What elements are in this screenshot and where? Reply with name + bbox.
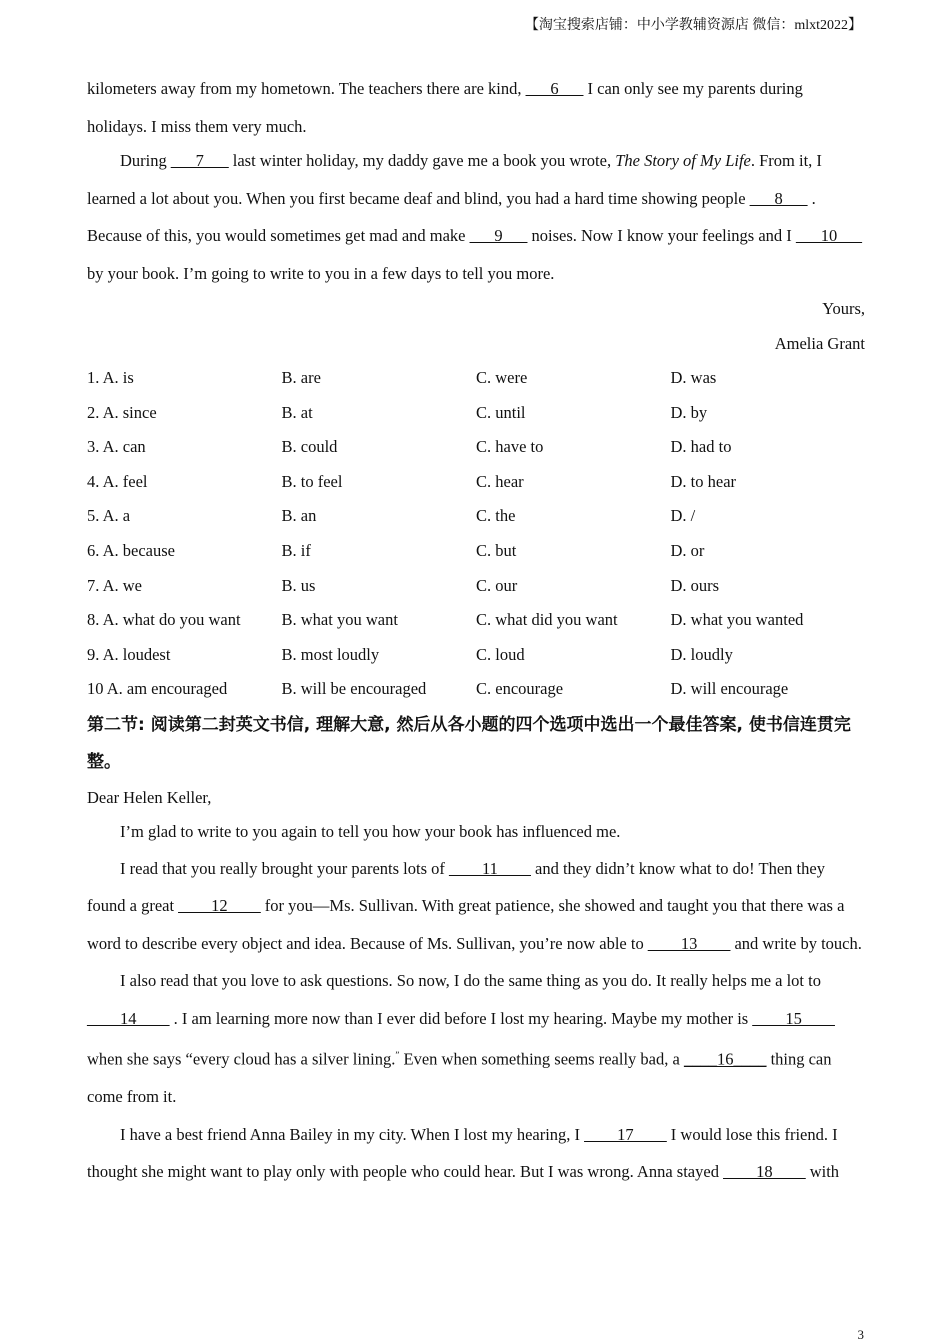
option-d: D. was (670, 368, 717, 387)
letter1-closing: Yours, (822, 299, 865, 318)
option-b: B. will be encouraged (281, 679, 427, 699)
header-watermark: 【淘宝搜索店铺：中小学教辅资源店 微信：mlxt2022】 (524, 18, 862, 33)
option-row (87, 396, 865, 431)
blank-11: ____11____ (449, 858, 531, 878)
section-2-title: 第二节: 阅读第二封英文书信, 理解大意, 然后从各小题的四个选项中选出一个最佳答案, 使书信连贯完整。 (87, 714, 851, 772)
option-row (87, 534, 865, 569)
blank-10: ___10___ (795, 226, 862, 245)
option-b: B. what you want (281, 610, 398, 630)
blank-18: ____18____ (723, 1162, 806, 1182)
option-c: C. but (476, 540, 517, 560)
blank-14: ____14____ (87, 1008, 170, 1028)
document-body (87, 70, 865, 1191)
text: kilometers away from my hometown. The teachers there are kind, (87, 79, 526, 98)
option-row (87, 465, 865, 500)
text: thing can come from it. (87, 1049, 832, 1107)
option-d: D. ours (670, 575, 720, 595)
option-d: D. to hear (670, 471, 737, 491)
option-b: B. us (281, 575, 316, 595)
blank-17: ____17____ (584, 1124, 667, 1144)
letter1-paragraph-1 (87, 70, 865, 145)
letter2-paragraph-3 (87, 962, 865, 1116)
page-number: 3 (857, 1327, 864, 1342)
blank-9: ___9___ (469, 226, 528, 245)
option-c: C. hear (476, 471, 524, 491)
blank-6: ___6___ (525, 79, 584, 98)
letter1-signature: Amelia Grant (774, 333, 865, 353)
text: for you—Ms. Sullivan. With great patience, she showed and taught you that there was a word to describe every object and idea. Because of Ms. Sullivan, you’re now able to (87, 896, 845, 953)
text: . From it, I learned a lot about you. When you first became deaf and blind, you had a hard time showing people (87, 151, 822, 208)
options-table (87, 361, 865, 707)
text: I also read that you love to ask questions. So now, I do the same thing as you do. It really helps me a lot to (120, 971, 821, 991)
option-d: D. will encourage (670, 679, 789, 699)
option-a: 7. A. we (87, 575, 142, 595)
option-row (87, 361, 865, 396)
option-d: D. what you wanted (670, 610, 804, 630)
option-b: B. are (281, 368, 321, 387)
text: by your book. I’m going to write to you in a few days to tell you more. (87, 263, 555, 283)
text: . I am learning more now than I ever did before I lost my hearing. Maybe my mother is (169, 1008, 753, 1028)
blank-13: ____13____ (647, 933, 731, 953)
text: noises. Now I know your feelings and I (527, 226, 796, 245)
blank-16: ____16____ (683, 1049, 767, 1069)
option-a: 5. A. a (87, 506, 131, 526)
text: Even when something seems really bad, a (399, 1049, 684, 1069)
superscript-mark: ” (395, 1050, 400, 1061)
letter1-paragraph-2 (87, 142, 865, 292)
option-row (87, 569, 865, 604)
option-d: D. loudly (670, 644, 733, 664)
option-a: 4. A. feel (87, 471, 148, 491)
letter2-paragraph-1: I’m glad to write to you again to tell you how your book has influenced me. (120, 822, 621, 842)
book-title: The Story of My Life (615, 151, 751, 170)
text: During (120, 151, 171, 170)
text: with (805, 1162, 840, 1182)
option-c: C. the (476, 506, 516, 526)
option-b: B. to feel (281, 471, 343, 491)
option-b: B. an (281, 506, 317, 526)
blank-7: ___7___ (170, 151, 229, 170)
option-a: 3. A. can (87, 437, 146, 457)
text: and write by touch. (730, 933, 862, 953)
text: when she says “every cloud has a silver lining. (87, 1049, 396, 1069)
option-b: B. most loudly (281, 644, 380, 664)
option-a: 1. A. is (87, 368, 134, 387)
option-row (87, 603, 865, 638)
option-row (87, 638, 865, 673)
blank-12: ____12____ (178, 896, 261, 916)
text: I have a best friend Anna Bailey in my city. When I lost my hearing, I (120, 1124, 585, 1144)
option-c: C. were (476, 368, 528, 387)
blank-8: ___8___ (749, 188, 808, 208)
option-d: D. by (670, 402, 708, 422)
text: I can only see my parents during holidays. I miss them very much. (87, 79, 803, 136)
option-c: C. what did you want (476, 610, 618, 630)
text: . Because of this, you would sometimes get mad and make (87, 188, 816, 245)
option-c: C. loud (476, 644, 525, 664)
blank-15: ____15____ (752, 1008, 835, 1028)
option-c: C. have to (476, 437, 544, 457)
option-c: C. until (476, 402, 526, 422)
option-row (87, 499, 865, 534)
option-a: 8. A. what do you want (87, 610, 241, 630)
text: I read that you really brought your parents lots of (120, 858, 449, 878)
option-row (87, 430, 865, 465)
letter2-paragraph-4 (87, 1116, 865, 1191)
text: and they didn’t know what to do! Then they found a great (87, 858, 825, 916)
option-b: B. at (281, 402, 313, 422)
option-a: 9. A. loudest (87, 644, 171, 664)
option-row (87, 672, 865, 707)
option-a: 6. A. because (87, 540, 175, 560)
option-d: D. had to (670, 437, 732, 457)
letter2-paragraph-2 (87, 850, 865, 963)
option-c: C. our (476, 575, 518, 595)
letter2-greeting: Dear Helen Keller, (87, 787, 212, 807)
option-c: C. encourage (476, 679, 564, 699)
option-a: 10 A. am encouraged (87, 679, 228, 699)
option-d: D. / (670, 506, 696, 526)
option-a: 2. A. since (87, 402, 157, 422)
text: last winter holiday, my daddy gave me a book you wrote, (228, 151, 616, 170)
text: I would lose this friend. I thought she might want to play only with people who could hear. But I was wrong. Anna stayed (87, 1124, 838, 1182)
option-b: B. could (281, 437, 338, 457)
option-d: D. or (670, 540, 705, 560)
option-b: B. if (281, 540, 311, 560)
